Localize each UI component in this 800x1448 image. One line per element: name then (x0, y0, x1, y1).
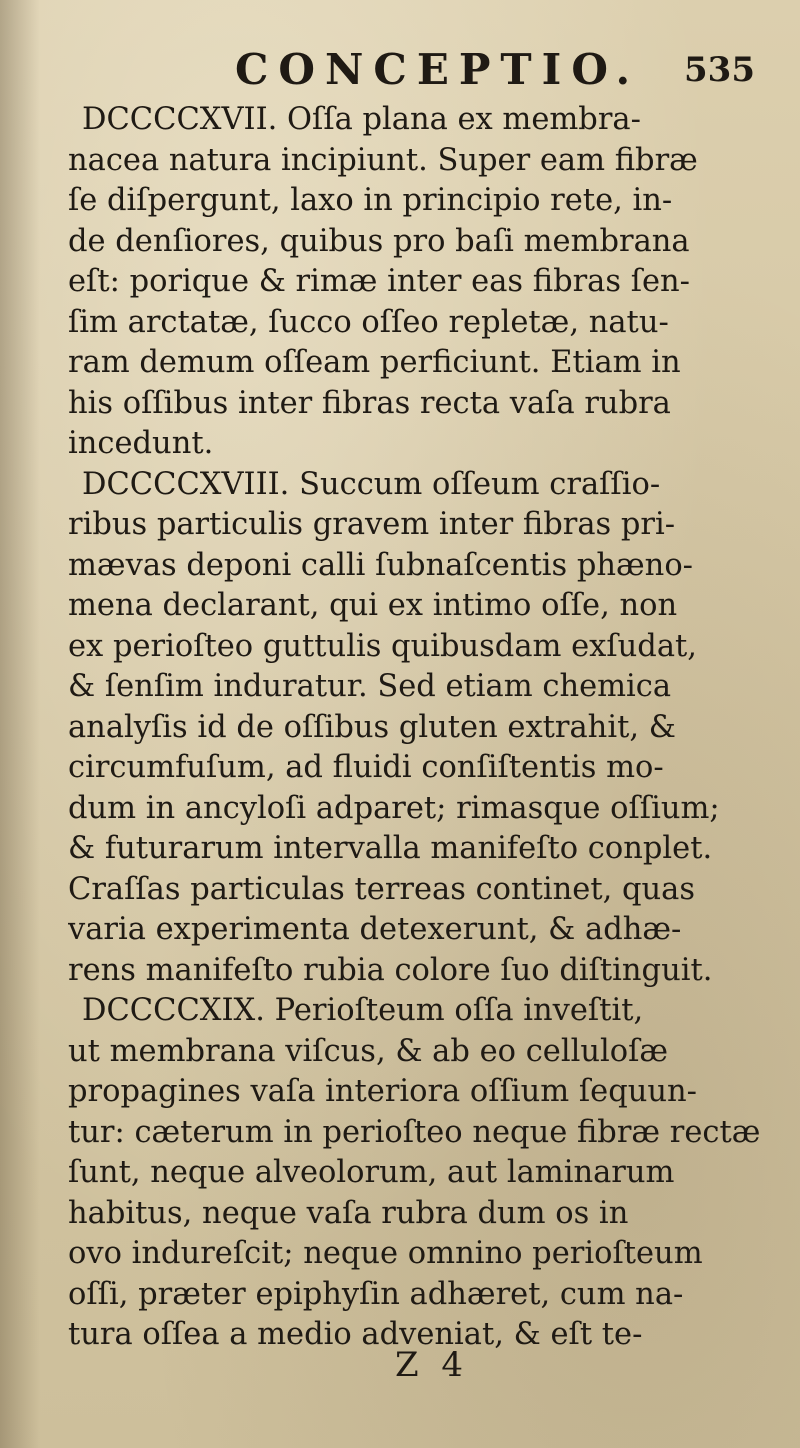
text-line: ribus particulis gravem inter fibras pri- (68, 507, 676, 542)
text-line: tura oſſea a medio adveniat, & eſt te- (68, 1317, 643, 1352)
text-line: DCCCCXVIII. Succum oſſeum craſſio- (82, 466, 661, 502)
text-line: DCCCCXIX. Perioſteum oſſa inveſtit, (82, 993, 644, 1028)
text-line: varia experimenta detexerunt, & adhæ- (68, 912, 682, 947)
page-number: 535 (684, 50, 755, 90)
text-line: Craſſas particulas terreas continet, quas (68, 871, 696, 907)
text-line: ex perioſteo guttulis quibusdam exſudat, (68, 628, 697, 664)
text-line: ram demum oſſeam perficiunt. Etiam in (68, 345, 681, 380)
text-line: ſim arctatæ, ſucco oſſeo repletæ, natu- (68, 304, 669, 340)
page-gutter-shadow (0, 0, 40, 1448)
text-line: rens manifeſto rubia colore ſuo diſtinguit. (68, 952, 713, 988)
text-line: mena declarant, qui ex intimo oſſe, non (68, 588, 678, 623)
text-line: his oſſibus inter fibras recta vaſa rubra (68, 385, 671, 421)
text-line: circumfuſum, ad fluidi conſiſtentis mo- (68, 750, 664, 785)
text-line: ovo indureſcit; neque omnino perioſteum (68, 1236, 703, 1271)
text-line: eſt: porique & rimæ inter eas fibras ſen- (68, 264, 690, 299)
text-line: & ſenſim induratur. Sed etiam chemica (68, 669, 672, 704)
text-line: nacea natura incipiunt. Super eam fibræ (68, 142, 698, 178)
text-line: ſunt, neque alveolorum, aut laminarum (68, 1155, 675, 1190)
body-text (68, 100, 780, 1356)
text-line: dum in ancyloſi adparet; rimasque oſſium; (68, 790, 720, 826)
text-line: analyſis id de oſſibus gluten extrahit, & (68, 709, 676, 745)
text-line: propagines vaſa interiora oſſium ſequun- (68, 1074, 697, 1109)
text-line: habitus, neque vaſa rubra dum os in (68, 1195, 629, 1231)
text-line: & futurarum intervalla manifeſto conplet. (68, 831, 713, 866)
text-line: ſe diſpergunt, laxo in principio rete, in- (68, 183, 673, 218)
text-line: ut membrana viſcus, & ab eo celluloſæ (68, 1033, 669, 1069)
text-line: mævas deponi calli ſubnaſcentis phæno- (68, 547, 693, 583)
signature-mark: Z 4 (395, 1345, 470, 1385)
text-line: incedunt. (68, 426, 214, 461)
page-header (235, 40, 755, 100)
text-line: DCCCCXVII. Oſſa plana ex membra- (82, 102, 641, 137)
running-title: CONCEPTIO. (235, 45, 641, 94)
text-line: oſſi, præter epiphyſin adhæret, cum na- (68, 1276, 684, 1312)
text-line: de denſiores, quibus pro baſi membrana (68, 223, 690, 259)
text-line: tur: cæterum in perioſteo neque fibræ rectæ (68, 1114, 761, 1150)
